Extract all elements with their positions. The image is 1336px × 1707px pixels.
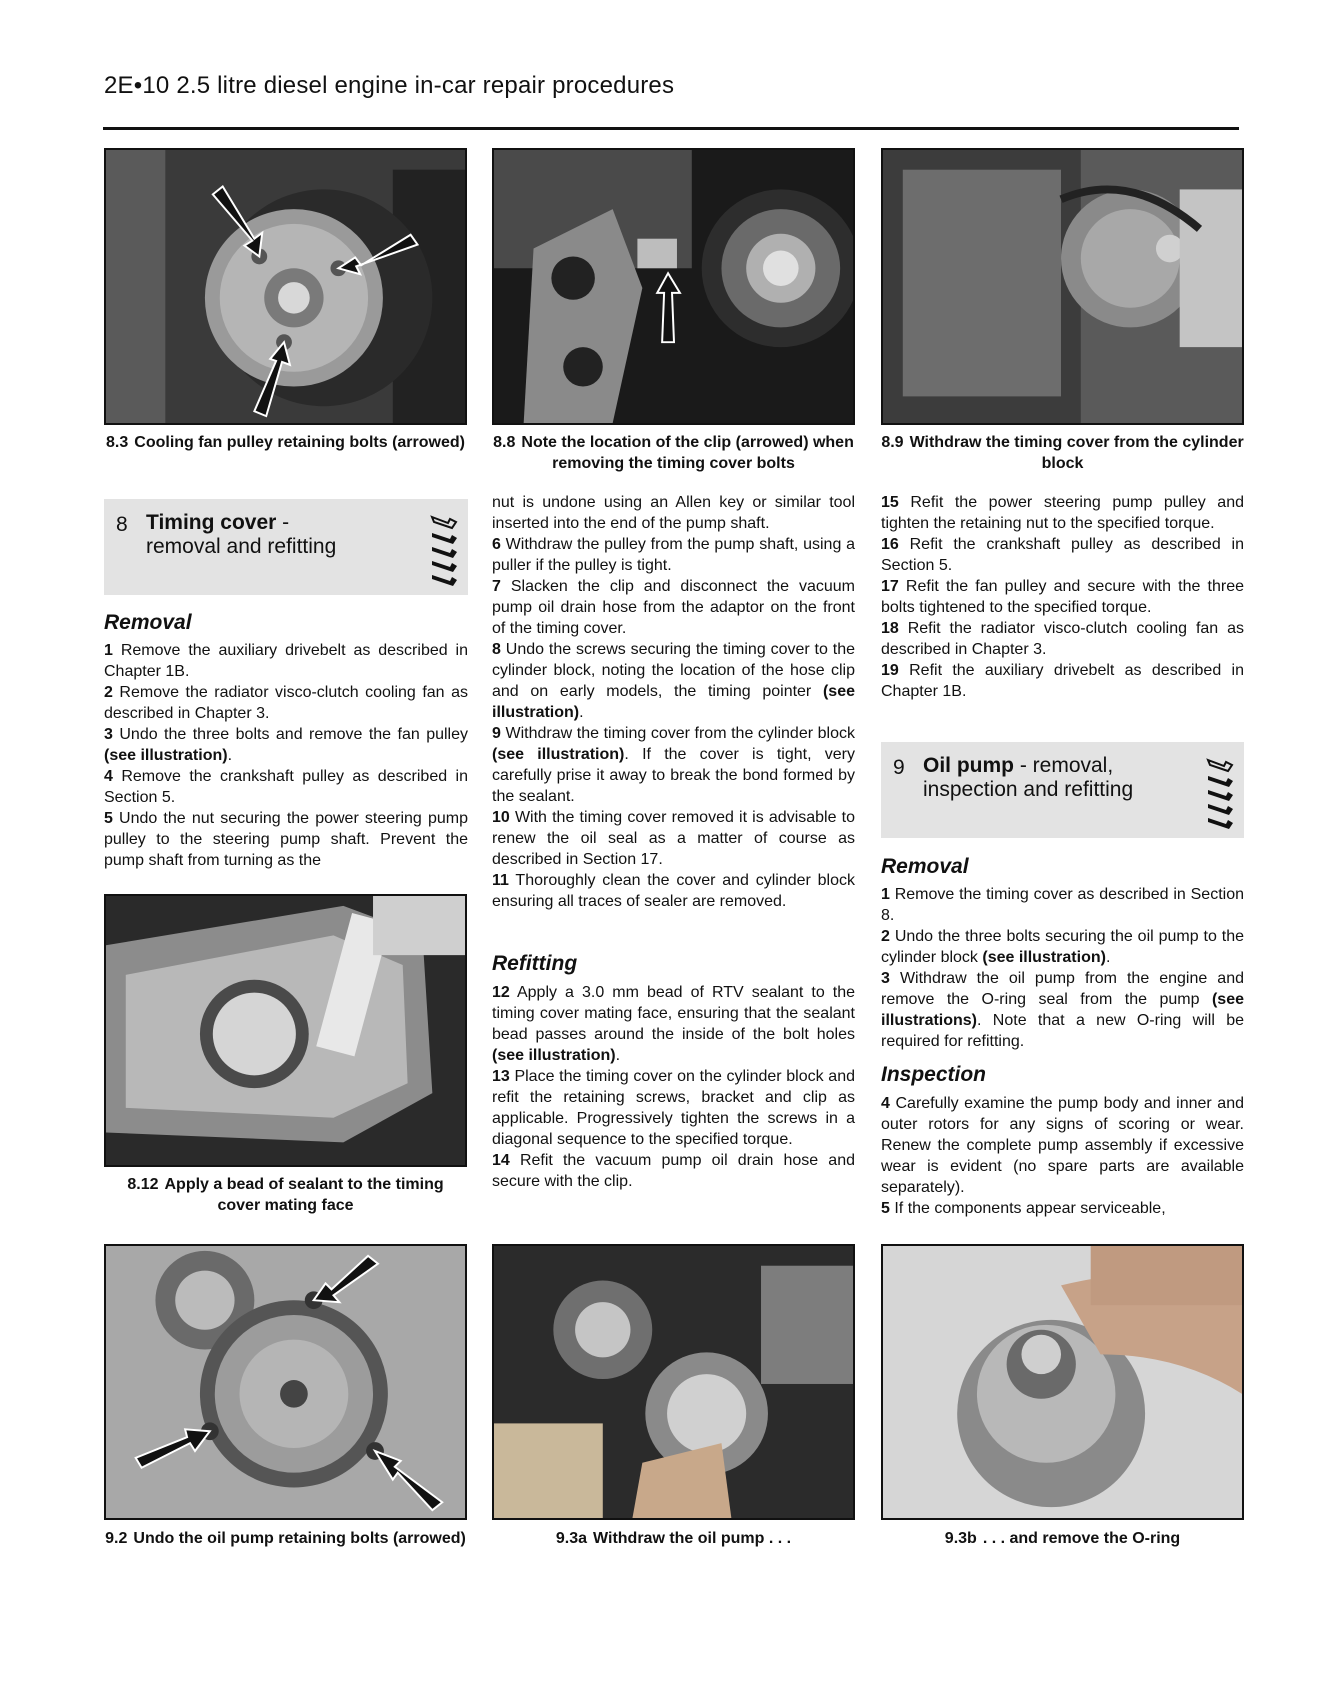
- paragraph: 17 Refit the fan pulley and secure with the three bolts tightened to the specified torque.: [881, 578, 1244, 616]
- photo-9-2: [104, 1244, 467, 1520]
- step-number: 1: [104, 642, 113, 659]
- illustration-ref: (see illustration): [492, 746, 625, 763]
- step-number: 5: [104, 810, 113, 827]
- step-number: 3: [881, 970, 890, 987]
- step-number: 5: [881, 1200, 890, 1217]
- header-rule: [103, 127, 1239, 130]
- page-header: 2E•10 2.5 litre diesel engine in-car repair procedures: [104, 72, 675, 99]
- illustration-ref: (see illustration): [492, 683, 855, 721]
- section-title: Oil pump - removal, inspection and refitting: [923, 754, 1134, 801]
- paragraph: 19 Refit the auxiliary drivebelt as described in Chapter 1B.: [881, 662, 1244, 700]
- paragraph: 3 Undo the three bolts and remove the fan pulley (see illustration).: [104, 726, 469, 764]
- step-number: 14: [492, 1152, 510, 1169]
- photo-9-3b: [881, 1244, 1244, 1520]
- column-1-text: [104, 640, 468, 871]
- paragraph: 6 Withdraw the pulley from the pump shaft, using a puller if the pulley is tight.: [492, 536, 855, 574]
- column-2-refitting-text: [492, 982, 855, 1192]
- subhead-removal-8: Removal: [104, 611, 192, 634]
- section-number: 9: [893, 756, 905, 779]
- section-9-heading: [881, 742, 1244, 838]
- caption-8-12: 8.12 Apply a bead of sealant to the timing cover mating face: [127, 1176, 444, 1214]
- step-number: 19: [881, 662, 899, 679]
- paragraph: 9 Withdraw the timing cover from the cylinder block (see illustration). If the cover is tight, very carefully prise it away to break the bond formed by the sealant.: [492, 725, 855, 805]
- step-number: 1: [881, 886, 890, 903]
- caption-9-3b: 9.3b . . . and remove the O-ring: [944, 1530, 1181, 1547]
- photo-8-9: [881, 148, 1244, 425]
- step-number: 2: [881, 928, 890, 945]
- photo-8-12: [104, 894, 467, 1167]
- illustration-ref: (see illustrations): [881, 991, 1244, 1029]
- caption-8-3: 8.3 Cooling fan pulley retaining bolts (arrowed): [106, 434, 465, 451]
- paragraph: 16 Refit the crankshaft pulley as described in Section 5.: [881, 536, 1245, 574]
- column-3-removal-text: [881, 884, 1244, 1052]
- step-number: 8: [492, 641, 501, 658]
- caption-9-3a: 9.3a Withdraw the oil pump . . .: [555, 1530, 792, 1547]
- paragraph: 8 Undo the screws securing the timing cover to the cylinder block, noting the location of the hose clip and on early models, the timing pointer (see illustration).: [492, 641, 855, 721]
- paragraph: 7 Slacken the clip and disconnect the vacuum pump oil drain hose from the adaptor on the front of the timing cover.: [492, 578, 856, 637]
- caption-9-2: 9.2 Undo the oil pump retaining bolts (arrowed): [105, 1530, 466, 1547]
- step-number: 4: [881, 1095, 890, 1112]
- spanner-difficulty-icon: [428, 511, 458, 587]
- subhead-inspection-9: Inspection: [881, 1063, 987, 1086]
- column-3-inspection-text: [881, 1093, 1244, 1219]
- subhead-removal-9: Removal: [881, 855, 969, 878]
- step-number: 10: [492, 809, 510, 826]
- illustration-ref: (see illustration): [492, 1047, 616, 1064]
- step-number: 3: [104, 726, 113, 743]
- photo-9-3a: [492, 1244, 855, 1520]
- paragraph: 10 With the timing cover removed it is advisable to renew the oil seal as a matter of course as described in Section 17.: [492, 809, 855, 868]
- step-number: 11: [492, 872, 509, 889]
- caption-8-9: 8.9 Withdraw the timing cover from the cylinder block: [881, 434, 1244, 472]
- subhead-refitting-8: Refitting: [492, 952, 578, 975]
- paragraph: 18 Refit the radiator visco-clutch cooling fan as described in Chapter 3.: [881, 620, 1245, 658]
- paragraph: 3 Withdraw the oil pump from the engine and remove the O-ring seal from the pump (see illustrations). Note that a new O-ring will be required for refitting.: [881, 970, 1244, 1050]
- photo-8-8: [492, 148, 855, 425]
- step-number: 15: [881, 494, 899, 511]
- step-number: 18: [881, 620, 899, 637]
- paragraph: 4 Carefully examine the pump body and inner and outer rotors for any signs of scoring or wear. Renew the complete pump assembly if excessive wear is evident (no spare parts are available separately).: [881, 1095, 1245, 1196]
- paragraph: 5 Undo the nut securing the power steering pump pulley to the steering pump shaft. Prevent the pump shaft from turning as the: [104, 810, 468, 869]
- paragraph: 5 If the components appear serviceable,: [881, 1200, 1166, 1217]
- paragraph: 1 Remove the auxiliary drivebelt as described in Chapter 1B.: [104, 642, 468, 680]
- illustration-ref: (see illustration): [104, 747, 228, 764]
- step-number: 9: [492, 725, 501, 742]
- step-number: 2: [104, 684, 113, 701]
- step-number: 17: [881, 578, 899, 595]
- step-number: 13: [492, 1068, 510, 1085]
- step-number: 12: [492, 984, 510, 1001]
- section-8-heading: [104, 499, 468, 595]
- caption-8-8: 8.8 Note the location of the clip (arrowed) when removing the timing cover bolts: [493, 434, 854, 472]
- paragraph: 1 Remove the timing cover as described in Section 8.: [881, 886, 1244, 924]
- paragraph: 2 Remove the radiator visco-clutch cooling fan as described in Chapter 3.: [104, 684, 468, 722]
- paragraph: 13 Place the timing cover on the cylinder block and refit the retaining screws, bracket and clip as applicable. Progressively tighten the screws in a diagonal sequence to the specified torque.: [492, 1068, 855, 1148]
- paragraph: 14 Refit the vacuum pump oil drain hose and secure with the clip.: [492, 1152, 856, 1190]
- section-title: Timing cover - removal and refitting: [146, 511, 337, 558]
- step-number: 16: [881, 536, 899, 553]
- step-number: 6: [492, 536, 501, 553]
- paragraph: nut is undone using an Allen key or similar tool inserted into the end of the pump shaft.: [492, 494, 855, 532]
- photo-8-3: [104, 148, 467, 425]
- spanner-difficulty-icon: [1204, 754, 1234, 830]
- column-2-text: [492, 492, 855, 912]
- illustration-ref: (see illustration): [982, 949, 1106, 966]
- paragraph: 15 Refit the power steering pump pulley and tighten the retaining nut to the specified torque.: [881, 494, 1244, 532]
- column-3-text: [881, 492, 1244, 702]
- step-number: 7: [492, 578, 501, 595]
- step-number: 4: [104, 768, 113, 785]
- paragraph: 12 Apply a 3.0 mm bead of RTV sealant to the timing cover mating face, ensuring that the sealant bead passes around the inside of the bolt holes (see illustration).: [492, 984, 856, 1064]
- paragraph: 4 Remove the crankshaft pulley as described in Section 5.: [104, 768, 468, 806]
- section-number: 8: [116, 513, 128, 536]
- paragraph: 2 Undo the three bolts securing the oil pump to the cylinder block (see illustration).: [881, 928, 1244, 966]
- paragraph: 11 Thoroughly clean the cover and cylinder block ensuring all traces of sealer are removed.: [492, 872, 855, 910]
